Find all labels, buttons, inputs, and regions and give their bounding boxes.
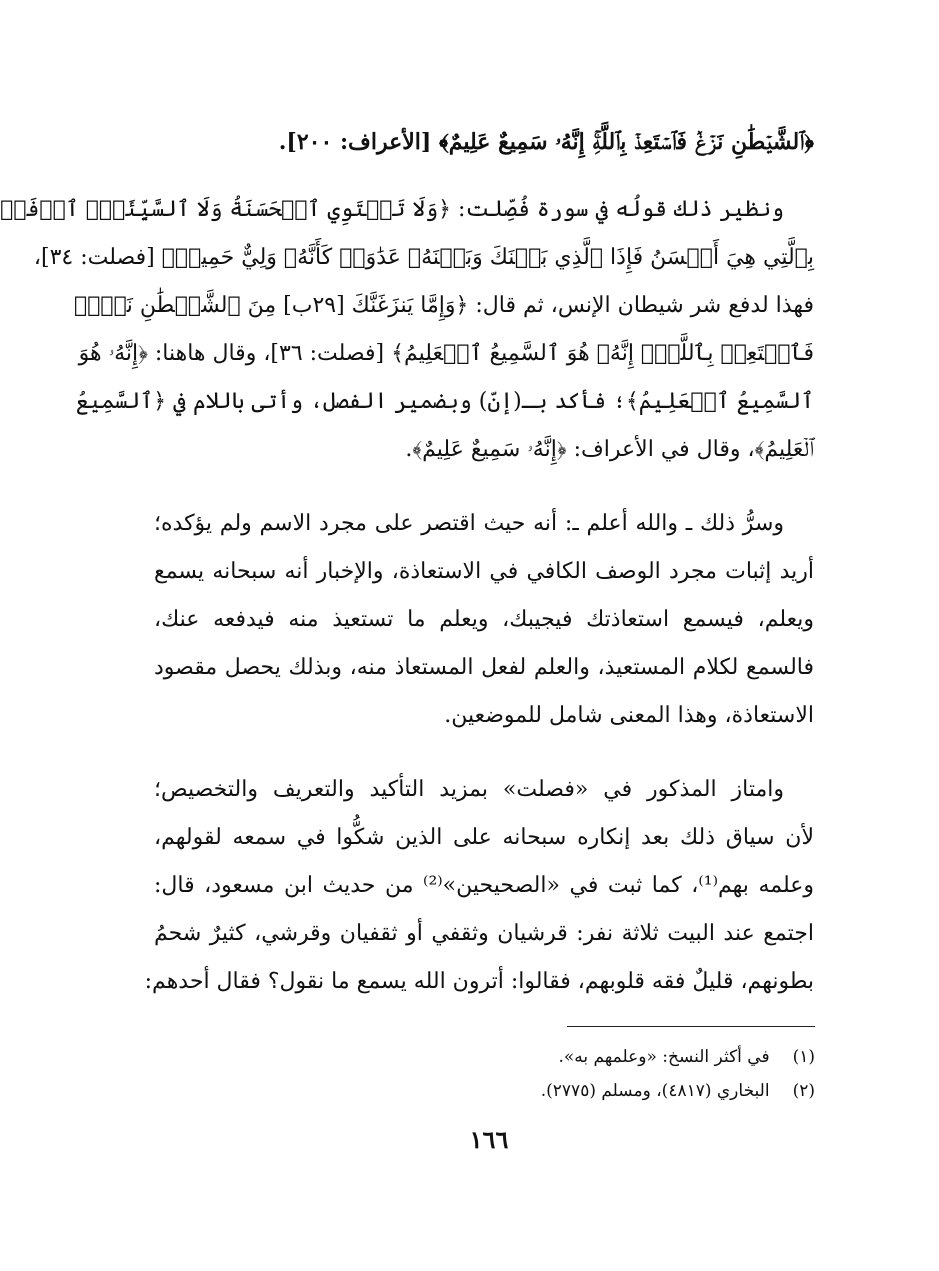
paragraph-4 [144, 766, 814, 1006]
main-text [0, 118, 814, 1006]
paragraph-1 [154, 118, 814, 166]
text-line: فهذا لدفع شر شيطان الإنس، ثم قال: ﴿وَإِمَّا يَنزَغَنَّكَ [٢٩ب] مِنَ ٱلشَّيۡطَٰنِ نَزۡغٞ [74, 293, 814, 318]
footnote-item [295, 1040, 815, 1074]
text-line: بِٱلَّتِي هِيَ أَحۡسَنُ فَإِذَا ٱلَّذِي بَيۡنَكَ وَبَيۡنَهُۥ عَدَٰوَةٞ كَأَنَّهُۥ وَلِيٌّ حَمِيمٞ﴾ [فصلت: ٣٤]، [33, 245, 814, 270]
text-line: وسرُّ ذلك ـ والله أعلم ـ: أنه حيث اقتصر على مجرد الاسم ولم يؤكده؛ [154, 511, 784, 536]
text-line: وامتاز المذكور في «فصلت» بمزيد التأكيد والتعريف والتخصيص؛ [154, 777, 784, 802]
text-line: فَٱسۡتَعِذۡ بِٱللَّهِۖ إِنَّهُۥ هُوَ ٱلسَّمِيعُ ٱلۡعَلِيمُ﴾ [فصلت: ٣٦]، وقال هاهنا: ﴿إِنَّهُۥ هُوَ [78, 341, 814, 366]
footnote-divider [567, 1026, 815, 1027]
text-line: ويعلم، فيسمع استعاذتك فيجيبك، ويعلم ما تستعيذ منه فيدفعه عنك، [154, 607, 814, 632]
text-line: بطونهم، قليلٌ فقه قلوبهم، فقالوا: أترون الله يسمع ما نقول؟ فقال أحدهم: [144, 969, 814, 994]
text-line: وعلمه بهم⁽¹⁾، كما ثبت في «الصحيحين»⁽²⁾ من حديث ابن مسعود، قال: [154, 873, 814, 898]
text-line: اجتمع عند البيت ثلاثة نفر: قرشيان وثقفي أو ثقفيان وقرشي، كثيرٌ شحمُ [154, 921, 814, 946]
footnote-text: البخاري (٤٨١٧)، ومسلم (٢٧٧٥). [540, 1081, 770, 1101]
text-line: أريد إثبات مجرد الوصف الكافي في الاستعاذة، والإخبار أنه سبحانه يسمع [154, 559, 814, 584]
text-line: لأن سياق ذلك بعد إنكاره سبحانه على الذين شكُّوا في سمعه لقولهم، [154, 825, 814, 850]
text-line: ونظير ذلك قولُه في سورة فُصِّلت: ﴿وَلَا تَسۡتَوِي ٱلۡحَسَنَةُ وَلَا ٱلسَّيِّئَةُۚ ٱدۡفَعۡ [0, 197, 784, 222]
footnote-item [295, 1074, 815, 1108]
text-line: ﴿ٱلشَّيۡطَٰنِ نَزۡغٞ فَٱسۡتَعِذۡ بِٱللَّهِۚ إِنَّهُۥ سَمِيعٌ عَلِيمٌ﴾ [الأعراف: ٢٠٠]. [278, 129, 814, 155]
footnote-number: (١) [792, 1047, 815, 1067]
text-line: ٱلسَّمِيعُ ٱلۡعَلِيمُ﴾؛ فأكد بـ(إنّ) وبضمير الفصل، وأتى باللام في ﴿ٱلسَّمِيعُ [75, 389, 814, 414]
footnote-number: (٢) [792, 1081, 815, 1101]
text-line: ٱلۡعَلِيمُ﴾، وقال في الأعراف: ﴿إِنَّهُۥ سَمِيعٌ عَلِيمٌ﴾. [405, 437, 814, 462]
paragraph-spacer [154, 474, 814, 500]
footnote-text: في أكثر النسخ: «وعلمهم به». [558, 1047, 770, 1067]
text-line: الاستعاذة، وهذا المعنى شامل للموضعين. [444, 703, 814, 728]
page-number: ١٦٦ [469, 1125, 509, 1154]
paragraph-spacer [154, 740, 814, 766]
text-line: فالسمع لكلام المستعيذ، والعلم لفعل المستعاذ منه، وبذلك يحصل مقصود [154, 655, 814, 680]
paragraph-2 [0, 186, 814, 474]
paragraph-3 [154, 500, 814, 740]
paragraph-spacer [154, 166, 814, 186]
footnotes [295, 1040, 815, 1108]
